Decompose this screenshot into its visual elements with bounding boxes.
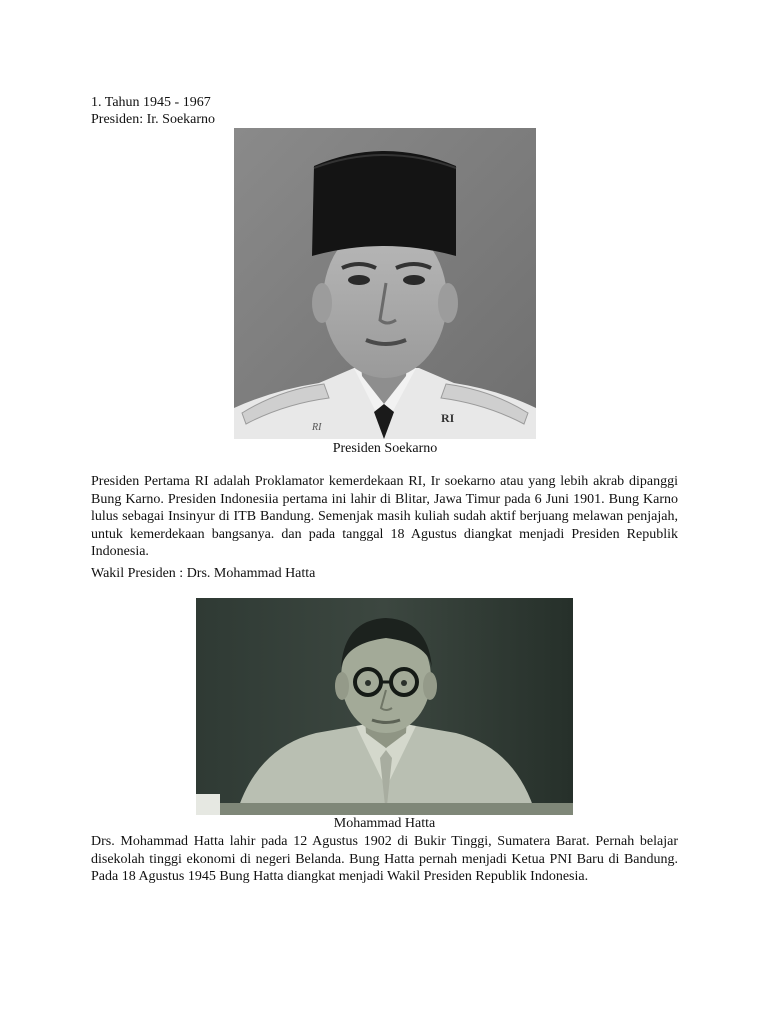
president-line: Presiden: Ir. Soekarno bbox=[91, 112, 216, 127]
hatta-caption: Mohammad Hatta bbox=[333, 816, 436, 831]
soekarno-photo bbox=[234, 128, 536, 439]
hatta-photo bbox=[196, 598, 573, 815]
soekarno-paragraph: Presiden Pertama RI adalah Proklamator kemerdekaan RI, Ir soekarno atau yang lebih akrab dipanggi Bung Karno. Presiden Indonesiia pertama ini lahir di Blitar, Jawa Timur pada 6 Juni 1901. Bung Karno lulus sebagai Insinyur di ITB Bandung. Semenjak masih kuliah sudah aktif berjuang melawan penjajah, untuk kemerdekaan bangsanya. dan pada tanggal 18 Agustus diangkat menjadi Presiden Republik Indonesia. bbox=[91, 474, 678, 559]
insignia-left: RI bbox=[312, 422, 322, 433]
soekarno-caption: Presiden Soekarno bbox=[332, 441, 438, 456]
hatta-paragraph: Drs. Mohammad Hatta lahir pada 12 Agustus 1902 di Bukir Tinggi, Sumatera Barat. Pernah belajar disekolah tinggi ekonomi di negeri Belanda. Bung Hatta pernah menjadi Ketua PNI Baru di Bandung. Pada 18 Agustus 1945 Bung Hatta diangkat menjadi Wakil Presiden Republik Indonesia. bbox=[91, 834, 678, 884]
vice-president-line: Wakil Presiden : Drs. Mohammad Hatta bbox=[91, 566, 316, 581]
insignia-right: RI bbox=[441, 411, 455, 425]
period-heading: 1. Tahun 1945 - 1967 bbox=[91, 95, 211, 110]
